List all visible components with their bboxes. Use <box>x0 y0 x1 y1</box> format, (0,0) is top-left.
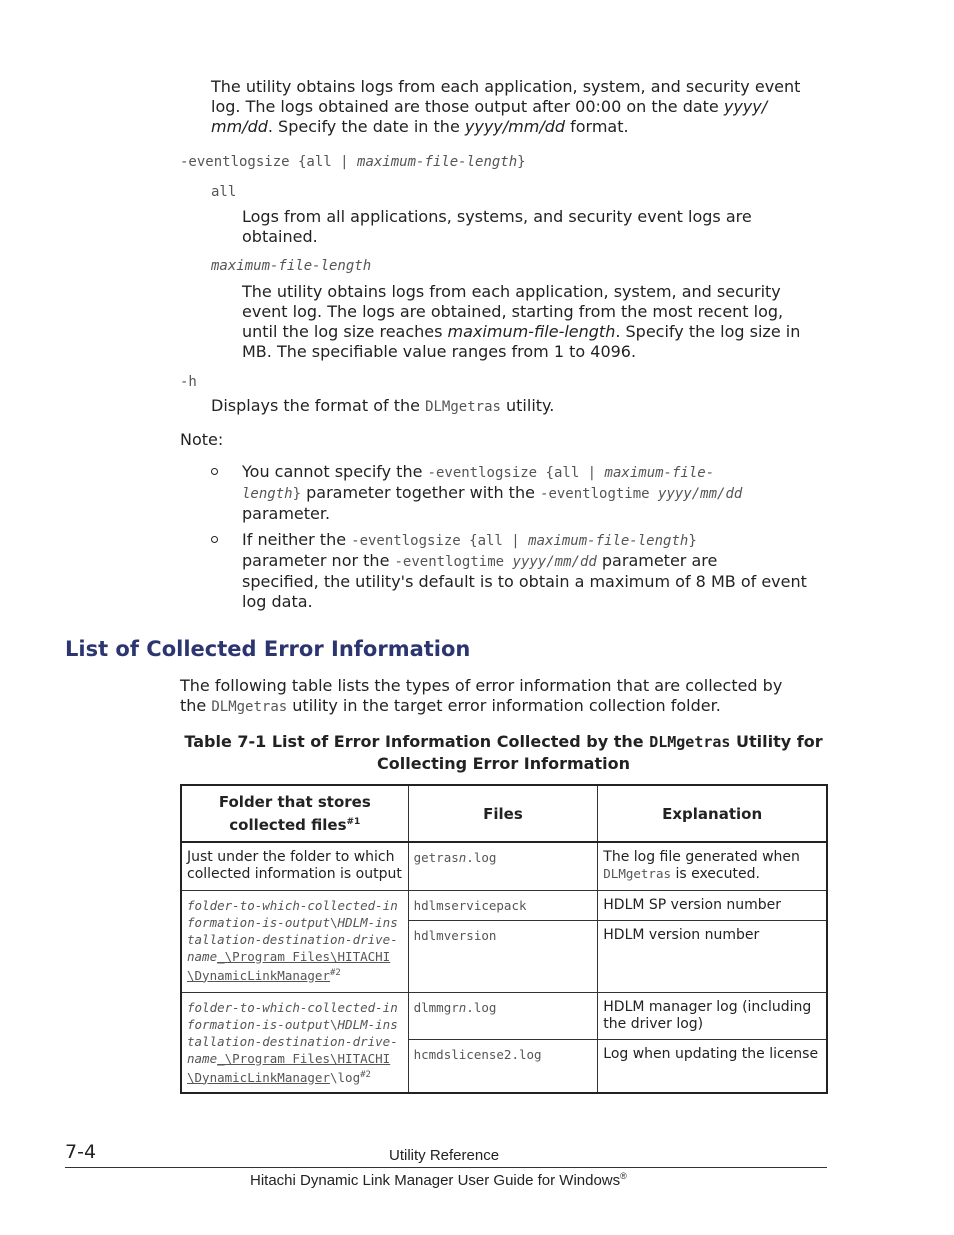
note-label: Note: <box>180 430 224 449</box>
max-file-length-description: The utility obtains logs from each application, system, and security event log. The logs are obtained, starting from the most recent log, until the log size reaches maximum-file-length. Specify the log size in MB. The specifiable value ranges from 1 to 4096. <box>242 282 801 361</box>
error-info-table <box>180 784 828 1094</box>
cell-explanation: The log file generated when DLMgetras is executed. <box>598 842 827 890</box>
bullet-icon <box>211 536 218 543</box>
section-heading: List of Collected Error Information <box>65 637 471 661</box>
intro-paragraph <box>211 77 831 137</box>
h-option-description: Displays the format of the DLMgetras utility. <box>211 396 555 415</box>
bullet-icon <box>211 468 218 475</box>
cell-explanation: HDLM version number <box>598 920 827 992</box>
cell-folder: folder-to-which-collected-information-is-output\HDLM-installation-destination-drive-name_\Program Files\HITACHI\DynamicLinkManager$^{\#2}$ <box>181 890 408 992</box>
footer-book-title: Hitachi Dynamic Link Manager User Guide for Windows® <box>250 1171 627 1189</box>
cell-file: getrasn.log <box>408 842 598 890</box>
cell-folder: folder-to-which-collected-information-is-output\HDLM-installation-destination-drive-name_\Program $Files\backslash HITACHI\backslash DynamicLinkManager\backslash\log^{\#2}$ <box>181 992 408 1093</box>
all-option-label: all <box>211 184 237 200</box>
header-files: Files <box>408 785 598 842</box>
cell-file: hdlmversion <box>408 920 598 992</box>
cell-folder: Just under the folder to which collected information is output <box>181 842 408 890</box>
cell-explanation: HDLM SP version number <box>598 890 827 920</box>
max-file-length-label: maximum-file-length <box>211 258 372 274</box>
table-row <box>181 842 827 890</box>
table-row <box>181 890 827 920</box>
footer-section: Utility Reference <box>389 1147 500 1164</box>
cell-file: hcmdslicense2.log <box>408 1040 598 1093</box>
h-option-label: -h <box>180 374 197 390</box>
eventlogsize-syntax: -eventlogsize {all | maximum-file-length} <box>180 154 526 170</box>
footer-divider <box>65 1167 827 1168</box>
note-item-1: You cannot specify the -eventlogsize {all | maximum-file- length} parameter together with the -eventlogtime yyyy/mm/dd parameter. <box>242 462 743 523</box>
note-item-2: If neither the -eventlogsize {all | maximum-file-length} parameter nor the -eventlogtime yyyy/mm/dd parameter are specified, the utility's default is to obtain a maximum of 8 MB of event log data. <box>242 530 807 611</box>
all-option-description: Logs from all applications, systems, and security event logs are obtained. <box>242 207 752 246</box>
table-caption: Table 7-1 List of Error Information Collected by the DLMgetras Utility for Collecting Error Information <box>184 732 823 773</box>
cell-explanation: Log when updating the license <box>598 1040 827 1093</box>
intro-line-1: The utility obtains logs from each application, system, and security event <box>211 77 801 96</box>
intro-line-3: mm/dd. Specify the date in the yyyy/mm/dd format. <box>211 117 629 136</box>
intro-line-2: log. The logs obtained are those output after 00:00 on the date yyyy/ <box>211 97 768 116</box>
section-intro: The following table lists the types of error information that are collected by the DLMgetras utility in the target error information collection folder. <box>180 676 783 715</box>
cell-file: hdlmservicepack <box>408 890 598 920</box>
table-row <box>181 992 827 1040</box>
cell-file: dlmmgrn.log <box>408 992 598 1040</box>
cell-explanation: HDLM manager log (including the driver log) <box>598 992 827 1040</box>
header-folder: Folder that stores collected files$^{\#1}$ <box>181 785 408 842</box>
table-header-row <box>181 785 827 842</box>
header-explanation: Explanation <box>598 785 827 842</box>
page-number: 7-4 <box>65 1141 97 1163</box>
